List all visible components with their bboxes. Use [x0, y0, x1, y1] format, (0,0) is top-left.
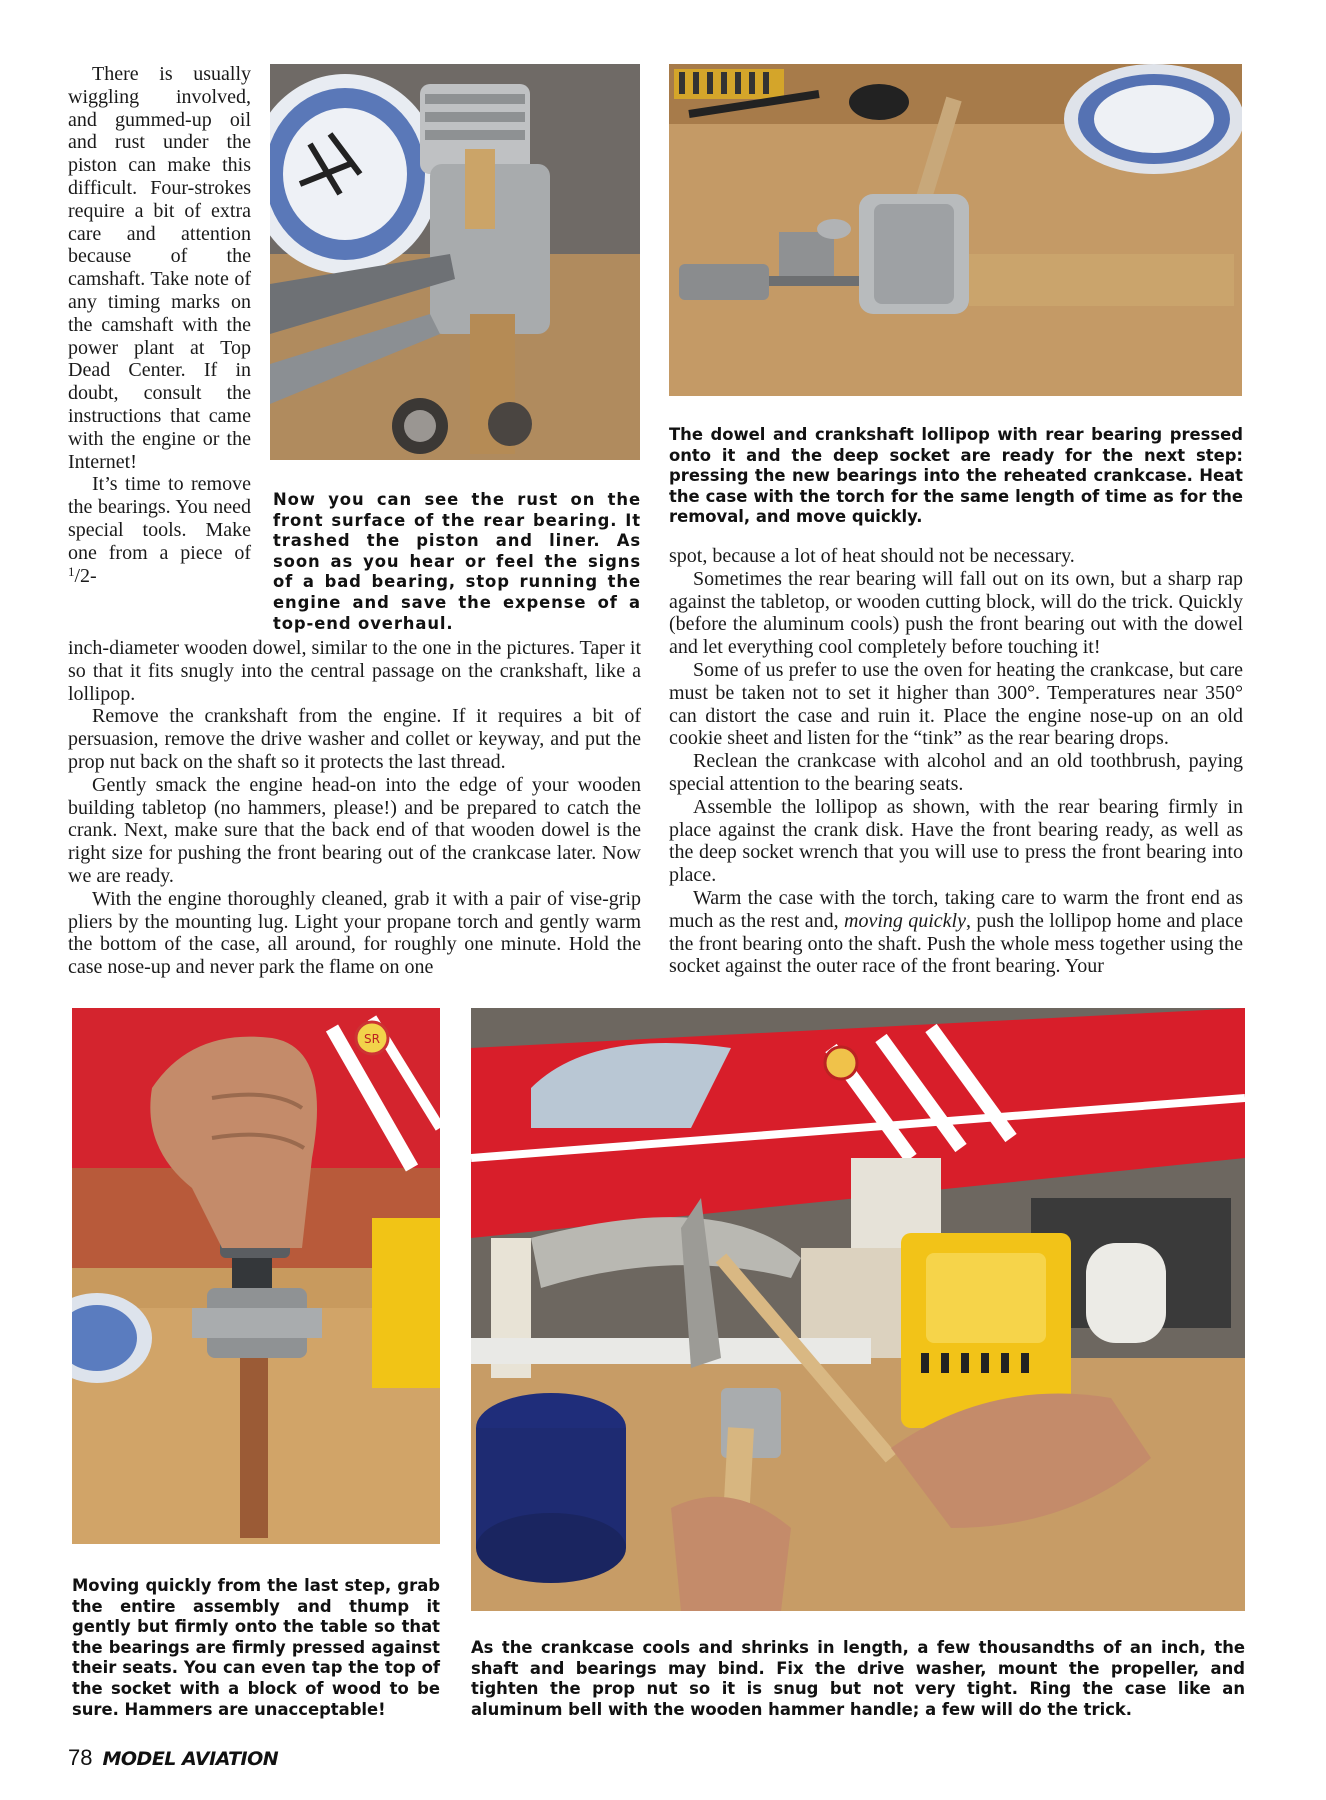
paragraph: Assemble the lollipop as shown, with the rear bearing firmly in place against the crank disk. Have the front bearing ready, as well as the deep socket wrench that you will use to press the front bearing into place.	[669, 795, 1243, 887]
caption-photo-engine-vise-grip: Now you can see the rust on the front surface of the rear bearing. It trashed the piston and liner. As soon as you hear or feel the signs of a bad bearing, stop running the engine and save the expense of a top-end overhaul.	[273, 490, 641, 633]
paragraph-continued: inch-diameter wooden dowel, similar to the one in the pictures. Taper it so that it fits snugly into the central passage on the crankshaft, like a lollipop.	[68, 637, 641, 705]
photo-hand-thump-assembly	[72, 1008, 440, 1544]
magazine-name: MODEL AVIATION	[102, 1748, 279, 1770]
paragraph-text: , push the lollipop home and place the front bearing onto the shaft. Push the whole mess together using the socket against the outer race of the front bearing. Your	[669, 909, 1243, 978]
photo-lollipop-bench	[669, 64, 1242, 396]
column1-wide-text	[68, 637, 641, 979]
page-footer	[68, 1745, 278, 1775]
fraction-numerator: 1	[68, 563, 75, 579]
logo-text: SR	[364, 1032, 380, 1046]
paragraph-text: It’s time to remove the bearings. You need special tools. Make one from a piece of	[68, 473, 251, 564]
paragraph: There is usually wiggling involved, and gummed-up oil and rust under the piston can make this difficult. Four-strokes require a bit of extra care and attention because of the camshaft. Take note of any timing marks on the camshaft with the power plant at Top Dead Center. If in doubt, consult the instructions that came with the engine or the Internet!	[68, 63, 251, 473]
paragraph-continued: spot, because a lot of heat should not be necessary.	[669, 545, 1075, 567]
photo-propeller-hammer	[471, 1008, 1245, 1611]
photo-engine-vise-grip	[270, 64, 640, 460]
paragraph-text: Warm the case with the torch, taking care to warm the front end as much as the rest and,	[669, 886, 1243, 932]
paragraph: Gently smack the engine head-on into the edge of your wooden building tabletop (no hammers, please!) and be prepared to catch the crank. Next, make sure that the back end of that wooden dowel is the right size for pushing the front bearing out of the crankcase later. Now we are ready.	[68, 773, 641, 887]
paragraph	[669, 887, 1243, 978]
column2-text	[669, 545, 1243, 978]
paragraph: Sometimes the rear bearing will fall out on its own, but a sharp rap against the tabletop, or wooden cutting block, will do the trick. Quickly (before the aluminum cools) push the front bearing out with the dowel and let everything cool completely before touching it!	[669, 567, 1243, 659]
page-number: 78	[68, 1745, 93, 1770]
caption-photo-propeller-hammer: As the crankcase cools and shrinks in length, a few thousandths of an inch, the shaft and bearings may bind. Fix the drive washer, mount the propeller, and tighten the prop nut so it is snug but not very tight. Ring the case like an aluminum bell with the wooden hammer handle; a few will do the trick.	[471, 1638, 1245, 1719]
caption-photo-hand-thump-assembly: Moving quickly from the last step, grab the entire assembly and thump it gently but firmly onto the table so that the bearings are firmly pressed against their seats. You can even tap the top of the socket with a block of wood to be sure. Hammers are unacceptable!	[72, 1576, 440, 1719]
paragraph: Reclean the crankcase with alcohol and an old toothbrush, paying special attention to the bearing seats.	[669, 750, 1243, 795]
paragraph: With the engine thoroughly cleaned, grab it with a pair of vise-grip pliers by the mounting lug. Light your propane torch and gently warm the bottom of the case, all around, for roughly one minute. Hold the case nose-up and never park the flame on one	[68, 887, 641, 979]
fraction-denominator: /2-	[74, 564, 97, 587]
paragraph: Some of us prefer to use the oven for heating the crankcase, but care must be taken not to set it higher than 300°. Temperatures near 350° can distort the case and ruin it. Place the engine nose-up on an old cookie sheet and listen for the “tink” as the rear bearing drops.	[669, 658, 1243, 750]
paragraph	[68, 473, 251, 587]
paragraph: Remove the crankshaft from the engine. If it requires a bit of persuasion, remove the drive washer and collet or keyway, and put the prop nut back on the shaft so it protects the last thread.	[68, 705, 641, 773]
caption-photo-lollipop-bench: The dowel and crankshaft lollipop with rear bearing pressed onto it and the deep socket are ready for the next step: pressing the new bearings into the reheated crankcase. Heat the case with the torch for the same length of time as for the removal, and move quickly.	[669, 425, 1243, 527]
emphasis-text: moving quickly	[844, 909, 966, 932]
column1-narrow-text	[68, 63, 251, 587]
